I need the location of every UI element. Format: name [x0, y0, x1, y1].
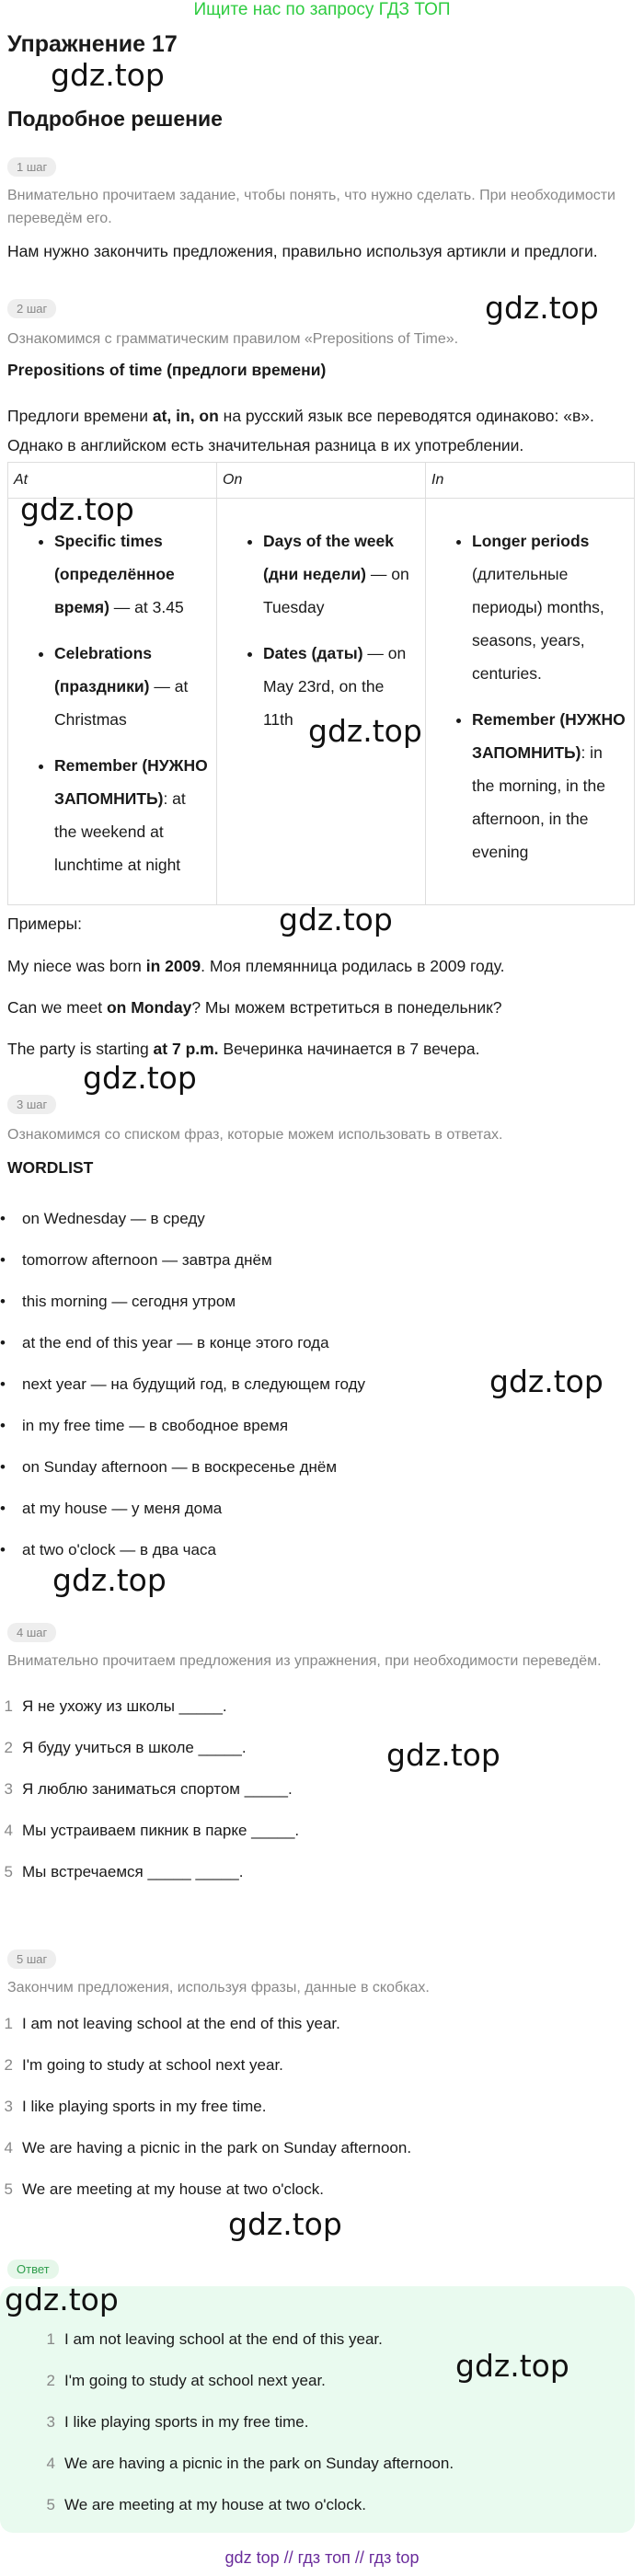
column-header-on: On — [217, 463, 425, 499]
rule-item: • Specific times (определённое время) — at 3.45 — [54, 524, 209, 624]
list-item: 4 We are having a picnic in the park on Sunday afternoon. — [4, 2139, 412, 2156]
rule-intro-1: Предлоги времени at, in, on на русский язык все переводятся одинаково: «в». — [7, 407, 594, 425]
list-item: 4 Мы устраиваем пикник в парке _____. — [4, 1822, 300, 1839]
rule-item: • Longer periods (длительные периоды) months, seasons, years, centuries. — [472, 524, 627, 690]
wordlist-item: • next year — на будущий год, в следующем году — [22, 1374, 365, 1396]
example-1: My niece was born in 2009. Моя племянница родилась в 2009 году. — [7, 957, 505, 975]
wordlist-item: • in my free time — в свободное время — [22, 1415, 288, 1437]
answer-badge: Ответ — [7, 2260, 59, 2279]
wordlist-item: • at my house — у меня дома — [22, 1498, 222, 1520]
list-item: 5 Мы встречаемся _____ _____. — [4, 1863, 244, 1880]
step-badge-1: 1 шаг — [7, 157, 56, 177]
watermark: gdz.top — [308, 713, 422, 749]
rule-item: • Dates (даты) — on May 23rd, on the 11th — [263, 637, 418, 736]
column-at — [8, 463, 217, 904]
rule-item: • Remember (НУЖНО ЗАПОМНИТЬ): in the morning, in the afternoon, in the evening — [472, 703, 627, 868]
column-in — [426, 463, 634, 904]
answer-item: 4 We are having a picnic in the park on Sunday afternoon. — [46, 2455, 454, 2472]
rule-intro-2: Однако в английском есть значительная разница в их употреблении. — [7, 436, 524, 454]
step-badge-4: 4 шаг — [7, 1623, 56, 1642]
section-subtitle: Подробное решение — [7, 107, 223, 131]
answer-item: 2 I'm going to study at school next year. — [46, 2372, 326, 2389]
answer-item: 5 We are meeting at my house at two o'clock. — [46, 2496, 366, 2513]
rule-item: • Celebrations (праздники) — at Christmas — [54, 637, 209, 736]
list-item: 3 I like playing sports in my free time. — [4, 2098, 267, 2115]
step5-note: Закончим предложения, используя фразы, данные в скобках. — [7, 1980, 430, 1995]
examples-label: Примеры: — [7, 914, 83, 933]
list-item: 2 Я буду учиться в школе _____. — [4, 1739, 247, 1756]
list-item: 1 I am not leaving school at the end of this year. — [4, 2015, 340, 2032]
column-header-at: At — [8, 463, 216, 499]
example-3: The party is starting at 7 p.m. Вечеринка начинается в 7 вечера. — [7, 1040, 480, 1058]
watermark: gdz.top — [489, 1363, 604, 1399]
search-banner: Ищите нас по запросу ГДЗ ТОП — [193, 0, 451, 19]
wordlist-item: • at the end of this year — в конце этого года — [22, 1332, 329, 1354]
step1-note: Внимательно прочитаем задание, чтобы понять, что нужно сделать. При необходимости переведём его. — [7, 188, 615, 226]
watermark: gdz.top — [83, 1060, 197, 1096]
step-badge-3: 3 шаг — [7, 1095, 56, 1114]
rule-item: • Remember (НУЖНО ЗАПОМНИТЬ): at the weekend at lunchtime at night — [54, 749, 209, 881]
watermark: gdz.top — [51, 57, 165, 93]
page-title: Упражнение 17 — [7, 31, 178, 57]
step-badge-5: 5 шаг — [7, 1949, 56, 1969]
wordlist-item: • tomorrow afternoon — завтра днём — [22, 1249, 272, 1271]
list-item: 5 We are meeting at my house at two o'clock. — [4, 2180, 324, 2198]
column-on — [217, 463, 426, 904]
wordlist-item: • on Sunday afternoon — в воскресенье днём — [22, 1456, 337, 1478]
watermark: gdz.top — [228, 2206, 342, 2242]
answer-item: 3 I like playing sports in my free time. — [46, 2413, 309, 2431]
step1-text: Нам нужно закончить предложения, правильно используя артикли и предлоги. — [7, 242, 598, 260]
wordlist-item: • this morning — сегодня утром — [22, 1291, 236, 1313]
prepositions-table — [7, 462, 635, 905]
watermark: gdz.top — [5, 2282, 119, 2317]
column-header-in: In — [426, 463, 634, 499]
step3-note: Ознакомимся со списком фраз, которые можем использовать в ответах. — [7, 1127, 503, 1143]
rule-item: • Days of the week (дни недели) — on Tuesday — [263, 524, 418, 624]
list-item: 1 Я не ухожу из школы _____. — [4, 1697, 227, 1715]
list-item: 3 Я люблю заниматься спортом _____. — [4, 1780, 293, 1798]
watermark: gdz.top — [52, 1562, 167, 1598]
watermark: gdz.top — [20, 491, 134, 527]
step2-note: Ознакомимся с грамматическим правилом «Prepositions of Time». — [7, 331, 459, 347]
watermark: gdz.top — [386, 1737, 500, 1773]
rule-heading: Prepositions of time (предлоги времени) — [7, 361, 327, 379]
list-item: 2 I'm going to study at school next year. — [4, 2056, 283, 2074]
example-2: Can we meet on Monday? Мы можем встретиться в понедельник? — [7, 998, 502, 1017]
wordlist-item: • on Wednesday — в среду — [22, 1208, 205, 1230]
step-badge-2: 2 шаг — [7, 299, 56, 318]
wordlist-heading: WORDLIST — [7, 1158, 94, 1177]
step4-note: Внимательно прочитаем предложения из упражнения, при необходимости переведём. — [7, 1653, 602, 1669]
answer-item: 1 I am not leaving school at the end of this year. — [46, 2330, 383, 2348]
watermark: gdz.top — [455, 2348, 569, 2384]
wordlist-item: • at two o'clock — в два часа — [22, 1539, 216, 1561]
footer-links[interactable]: gdz top // гдз топ // гдз top — [224, 2548, 420, 2567]
watermark: gdz.top — [279, 902, 393, 937]
watermark: gdz.top — [485, 290, 599, 326]
